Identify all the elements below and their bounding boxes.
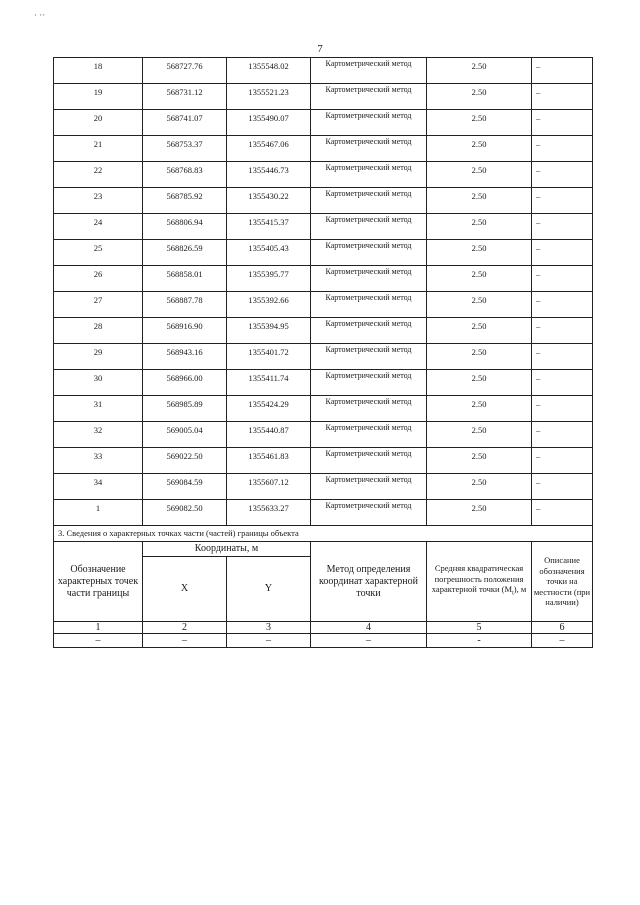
point-method: Картометрический метод <box>311 500 427 526</box>
empty-cell: – <box>143 634 227 648</box>
empty-cell: – <box>532 634 593 648</box>
point-method: Картометрический метод <box>311 474 427 500</box>
column-numbers-row <box>54 622 593 634</box>
point-x: 569005.04 <box>143 422 227 448</box>
point-y: 1355411.74 <box>227 370 311 396</box>
point-y: 1355607.12 <box>227 474 311 500</box>
point-description: – <box>532 58 593 84</box>
point-x: 568966.00 <box>143 370 227 396</box>
point-x: 569082.50 <box>143 500 227 526</box>
boundary-points-table <box>53 57 593 648</box>
point-y: 1355490.07 <box>227 110 311 136</box>
header-description: Описание обозначения точки на местности (при наличии) <box>532 542 593 622</box>
point-description: – <box>532 396 593 422</box>
point-x: 569022.50 <box>143 448 227 474</box>
empty-cell: - <box>427 634 532 648</box>
point-y: 1355424.29 <box>227 396 311 422</box>
point-row <box>54 214 593 240</box>
point-row <box>54 370 593 396</box>
column-number: 1 <box>54 622 143 634</box>
point-method: Картометрический метод <box>311 266 427 292</box>
point-y: 1355467.06 <box>227 136 311 162</box>
point-description: – <box>532 240 593 266</box>
point-number: 33 <box>54 448 143 474</box>
point-number: 23 <box>54 188 143 214</box>
point-x: 568943.16 <box>143 344 227 370</box>
point-x: 568753.37 <box>143 136 227 162</box>
point-accuracy: 2.50 <box>427 370 532 396</box>
point-description: – <box>532 292 593 318</box>
section3-title: 3. Сведения о характерных точках части (частей) границы объекта <box>54 526 593 542</box>
point-x: 568858.01 <box>143 266 227 292</box>
point-method: Картометрический метод <box>311 58 427 84</box>
points-table-body <box>54 58 593 526</box>
point-accuracy: 2.50 <box>427 500 532 526</box>
point-y: 1355521.23 <box>227 84 311 110</box>
point-number: 25 <box>54 240 143 266</box>
point-number: 21 <box>54 136 143 162</box>
point-accuracy: 2.50 <box>427 240 532 266</box>
column-number: 6 <box>532 622 593 634</box>
point-method: Картометрический метод <box>311 292 427 318</box>
point-number: 32 <box>54 422 143 448</box>
point-number: 34 <box>54 474 143 500</box>
point-accuracy: 2.50 <box>427 136 532 162</box>
point-row <box>54 500 593 526</box>
point-method: Картометрический метод <box>311 136 427 162</box>
point-method: Картометрический метод <box>311 162 427 188</box>
point-accuracy: 2.50 <box>427 162 532 188</box>
point-x: 568768.83 <box>143 162 227 188</box>
point-method: Картометрический метод <box>311 370 427 396</box>
page-number: 7 <box>317 43 323 55</box>
point-number: 1 <box>54 500 143 526</box>
point-description: – <box>532 318 593 344</box>
point-description: – <box>532 162 593 188</box>
point-row <box>54 292 593 318</box>
point-method: Картометрический метод <box>311 448 427 474</box>
point-number: 31 <box>54 396 143 422</box>
point-row <box>54 110 593 136</box>
point-row <box>54 162 593 188</box>
empty-cell: – <box>227 634 311 648</box>
point-description: – <box>532 474 593 500</box>
point-number: 26 <box>54 266 143 292</box>
point-y: 1355415.37 <box>227 214 311 240</box>
point-x: 569084.59 <box>143 474 227 500</box>
point-description: – <box>532 344 593 370</box>
header-accuracy <box>427 542 532 622</box>
point-x: 568887.78 <box>143 292 227 318</box>
point-number: 29 <box>54 344 143 370</box>
point-method: Картометрический метод <box>311 240 427 266</box>
point-accuracy: 2.50 <box>427 188 532 214</box>
point-row <box>54 344 593 370</box>
scan-mark: · ·· <box>34 10 46 20</box>
point-number: 20 <box>54 110 143 136</box>
point-y: 1355440.87 <box>227 422 311 448</box>
point-x: 568916.90 <box>143 318 227 344</box>
point-y: 1355394.95 <box>227 318 311 344</box>
header-accuracy-text: Средняя квадратическая погрешность положения характерной точки $(M_t)$, м <box>431 563 527 598</box>
point-description: – <box>532 188 593 214</box>
point-accuracy: 2.50 <box>427 448 532 474</box>
point-y: 1355392.66 <box>227 292 311 318</box>
point-description: – <box>532 500 593 526</box>
point-row <box>54 448 593 474</box>
column-number: 4 <box>311 622 427 634</box>
point-accuracy: 2.50 <box>427 110 532 136</box>
header-x: X <box>143 557 227 622</box>
point-method: Картометрический метод <box>311 344 427 370</box>
point-accuracy: 2.50 <box>427 422 532 448</box>
point-row <box>54 318 593 344</box>
point-accuracy: 2.50 <box>427 344 532 370</box>
point-description: – <box>532 266 593 292</box>
point-x: 568806.94 <box>143 214 227 240</box>
point-x: 568741.07 <box>143 110 227 136</box>
point-x: 568826.59 <box>143 240 227 266</box>
point-number: 27 <box>54 292 143 318</box>
point-method: Картометрический метод <box>311 84 427 110</box>
point-x: 568727.76 <box>143 58 227 84</box>
point-row <box>54 136 593 162</box>
column-number: 2 <box>143 622 227 634</box>
header-method: Метод определения координат характерной точки <box>311 542 427 622</box>
point-number: 19 <box>54 84 143 110</box>
point-accuracy: 2.50 <box>427 214 532 240</box>
empty-cell: – <box>311 634 427 648</box>
header-designation: Обозначение характерных точек части границы <box>54 542 143 622</box>
point-y: 1355446.73 <box>227 162 311 188</box>
empty-data-row <box>54 634 593 648</box>
point-y: 1355395.77 <box>227 266 311 292</box>
header-y: Y <box>227 557 311 622</box>
point-description: – <box>532 214 593 240</box>
point-accuracy: 2.50 <box>427 266 532 292</box>
point-number: 24 <box>54 214 143 240</box>
point-x: 568731.12 <box>143 84 227 110</box>
point-accuracy: 2.50 <box>427 474 532 500</box>
point-description: – <box>532 448 593 474</box>
point-method: Картометрический метод <box>311 422 427 448</box>
point-method: Картометрический метод <box>311 318 427 344</box>
point-row <box>54 474 593 500</box>
point-y: 1355430.22 <box>227 188 311 214</box>
empty-cell: – <box>54 634 143 648</box>
point-y: 1355405.43 <box>227 240 311 266</box>
point-method: Картометрический метод <box>311 188 427 214</box>
point-row <box>54 58 593 84</box>
point-y: 1355633.27 <box>227 500 311 526</box>
point-number: 22 <box>54 162 143 188</box>
point-description: – <box>532 370 593 396</box>
point-method: Картометрический метод <box>311 396 427 422</box>
point-number: 18 <box>54 58 143 84</box>
point-row <box>54 422 593 448</box>
point-x: 568985.89 <box>143 396 227 422</box>
point-y: 1355548.02 <box>227 58 311 84</box>
point-x: 568785.92 <box>143 188 227 214</box>
point-row <box>54 396 593 422</box>
point-description: – <box>532 136 593 162</box>
point-row <box>54 266 593 292</box>
point-description: – <box>532 110 593 136</box>
point-row <box>54 240 593 266</box>
point-method: Картометрический метод <box>311 110 427 136</box>
column-number: 3 <box>227 622 311 634</box>
point-y: 1355461.83 <box>227 448 311 474</box>
point-number: 30 <box>54 370 143 396</box>
point-accuracy: 2.50 <box>427 396 532 422</box>
point-number: 28 <box>54 318 143 344</box>
point-description: – <box>532 422 593 448</box>
header-coordinates: Координаты, м <box>143 542 311 557</box>
point-accuracy: 2.50 <box>427 292 532 318</box>
point-method: Картометрический метод <box>311 214 427 240</box>
column-number: 5 <box>427 622 532 634</box>
point-row <box>54 84 593 110</box>
point-y: 1355401.72 <box>227 344 311 370</box>
point-accuracy: 2.50 <box>427 318 532 344</box>
section3-body <box>54 526 593 648</box>
point-description: – <box>532 84 593 110</box>
point-accuracy: 2.50 <box>427 84 532 110</box>
point-row <box>54 188 593 214</box>
point-accuracy: 2.50 <box>427 58 532 84</box>
